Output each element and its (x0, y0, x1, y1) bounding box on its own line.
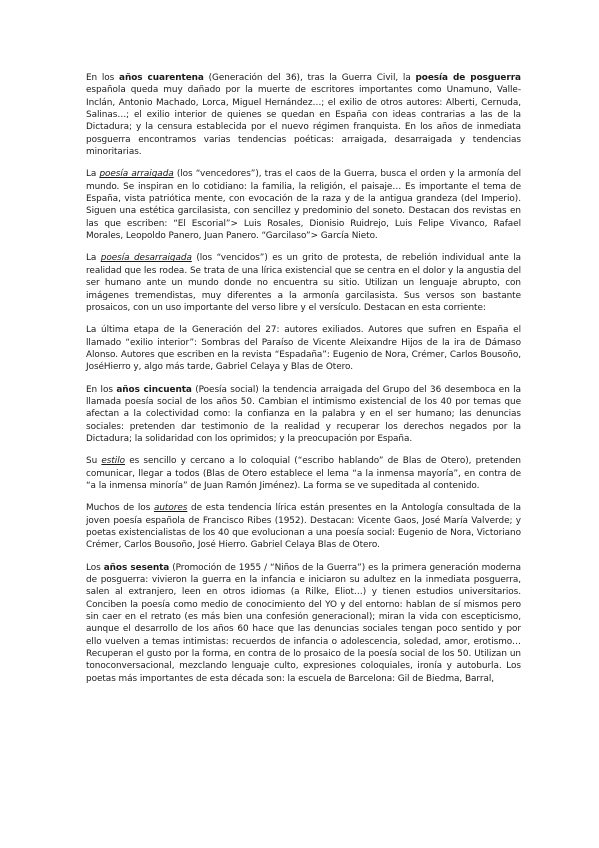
text-run: Muchos de los (86, 503, 154, 514)
text-run: La (86, 253, 101, 264)
text-run: (Generación del 36), tras la Guerra Civil, la (203, 73, 416, 83)
paragraph-estilo (86, 455, 521, 492)
underlined-term: poesía desarraigada (100, 253, 192, 264)
bold-term: años sesenta (103, 562, 170, 573)
text-run: (Promoción de 1955 / “Niños de la Guerra”) es la primera generación moderna de posguerra: vivieron la guerra en la infancia e iniciaron su adultez en la inmediata posguerra, salen al extranjero, leen en otros idiomas (a Rilke, Eliot…) y tienen estudios universitarios. Conciben la poesía como medio de conocimiento del YO y del entorno: hablan de sí mismos pero sin caer en el retrato (es más bien una confesión generacional); miran la vida con escepticismo, aunque el desarrollo de los años 60 hace que las denuncias sociales tengan poco sentido y por ello vuelven a temas intimistas: recuerdos de infancia o adolescencia, soledad, amor, erotismo… Recuperan el gusto por la forma, en contra de lo prosaico de la poesía social de los 50. Utilizan un tonoconversacional, mezclando lenguaje culto, expresiones coloquiales, ironía y autoburla. Los poetas más importantes de esta década son: la escuela de Barcelona: Gil de Biedma, Barral, (86, 562, 521, 684)
paragraph-anos-cincuenta (86, 384, 521, 446)
text-run: española queda muy dañado por la muerte de escritores importantes como Unamuno, Valle-Inclán, Antonio Machado, Lorca, Miguel Hernández…; el exilio de otros autores: Alberti, Cernuda, Salinas…; el exilio interior de quienes se quedan en España con ideas contrarias a las de la Dictadura; y la censura establecida por el nuevo régimen franquista. En los años de inmediata posguerra encontramos varias tendencias poéticas: arraigada, desarraigada y tendencias minoritarias. (86, 85, 521, 158)
text-run: La (86, 169, 100, 180)
text-run: es sencillo y cercano a lo coloquial (“escribo hablando” de Blas de Otero), pretenden comunicar, llegar a todos (Blas de Otero establece el lema “a la inmensa mayoría”, en contra de “a la inmensa minoría” de Juan Ramón Jiménez). La forma se ve supeditada al contenido. (86, 456, 521, 491)
bold-term: años cincuenta (116, 384, 192, 395)
text-run: (los “vencidos”) es un grito de protesta, de rebelión individual ante la realidad que les rodea. Se trata de una lírica existencial que se centra en el dolor y la angustia del ser humano ante un mundo donde no encuentra su sitio. Utilizan un lenguaje abrupto, con imágenes tremendistas, muy diferentes a la armonía garcilasista. Sus versos son bastante prosaicos, con un uso importante del verso libre y el versículo. Destacan en esta corriente: (86, 253, 521, 313)
paragraph-autores (86, 502, 521, 551)
text-run: de esta tendencia lírica están presentes en la Antología consultada de la joven poesía española de Francisco Ribes (1952). Destacan: Vicente Gaos, José María Valverde; y poetas existencialistas de los 40 que evolucionan a una poesía social: Eugenio de Nora, Victoriano Crémer, Carlos Bousoño, José Hierro. Gabriel Celaya Blas de Otero. (86, 503, 522, 551)
underlined-term: poesía arraigada (99, 169, 174, 180)
bold-term: poesía de posguerra (415, 73, 521, 83)
text-run: En los (86, 384, 117, 395)
bold-term: años cuarentena (119, 73, 204, 83)
text-run: (los “vencedores”), tras el caos de la Guerra, busca el orden y la armonía del mundo. Se inspiran en lo cotidiano: la familia, la religión, el paisaje… Es importante el tema de España, vista patriótica mente, con evocación de la raza y de la antigua grandeza (del Imperio). Siguen una estética garcilasista, con sencillez y predominio del soneto. Destacan dos revistas en las que escriben: “El Escorial”> Luis Rosales, Dionisio Ruidrejo, Luis Felipe Vivanco, Rafael Morales, Leopoldo Panero, Juan Panero. “Garcilaso”> García Nieto. (86, 169, 521, 242)
text-run: Los (86, 562, 104, 573)
text-run: (Poesía social) la tendencia arraigada del Grupo del 36 desemboca en la llamada poesía social de los años 50. Cambian el intimismo existencial de los 40 por temas que afectan a la colectividad como: la confianza en la palabra y en el ser humano; las denuncias sociales: pretenden dar testimonio de la realidad y recuperar los derechos negados por la Dictadura; la solidaridad con los oprimidos; y la preocupación por España. (86, 384, 521, 444)
paragraph-generacion-27 (86, 324, 521, 373)
text-run: La última etapa de la Generación del 27: autores exiliados. Autores que sufren en España el llamado “exilio interior”: Sombras del Paraíso de Vicente Aleixandre Hijos de la ira de Dámaso Alonso. Autores que escriben en la revista “Espadaña”: Eugenio de Nora, Crémer, Carlos Bousoño, JoséHierro y, algo más tarde, Gabriel Celaya y Blas de Otero. (86, 325, 521, 373)
underlined-term: estilo (101, 456, 126, 467)
paragraph-poesia-desarraigada (86, 252, 521, 314)
text-run: Su (86, 456, 102, 467)
underlined-term: autores (153, 503, 188, 514)
paragraph-anos-sesenta (86, 562, 521, 685)
paragraph-poesia-arraigada (86, 168, 521, 242)
paragraph-anos-cuarenta (86, 72, 521, 158)
text-run: En los (86, 73, 120, 83)
